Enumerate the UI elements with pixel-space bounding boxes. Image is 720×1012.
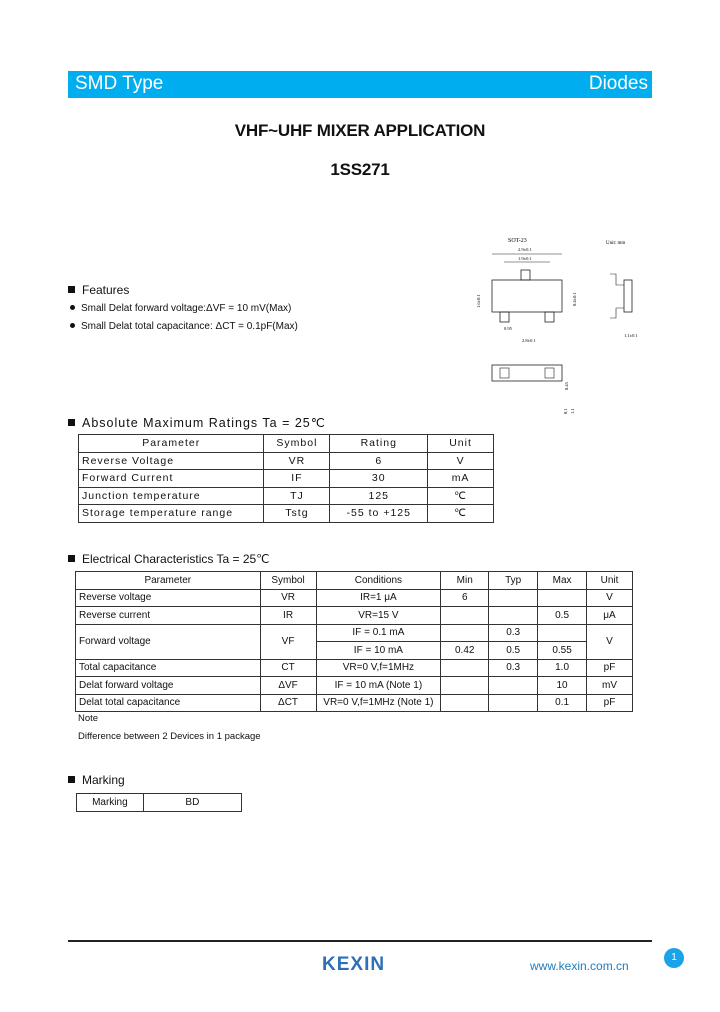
package-body-front-view xyxy=(492,365,562,381)
table-cell: 0.55 xyxy=(538,642,587,660)
pin-2 xyxy=(545,312,554,322)
table-cell: 6 xyxy=(330,452,428,470)
table-cell: Reverse current xyxy=(76,607,261,625)
kexin-logo: KEXIN xyxy=(322,954,386,975)
marking-table xyxy=(76,793,242,812)
dim-label: 0.1 xyxy=(563,408,568,414)
table-cell: V xyxy=(587,624,633,659)
table-cell xyxy=(489,694,538,712)
table-cell: Delat total capacitance xyxy=(76,694,261,712)
table-header-cell: Unit xyxy=(587,572,633,590)
table-cell: Reverse Voltage xyxy=(79,452,264,470)
table-row xyxy=(76,694,633,712)
bullet-dot-icon xyxy=(70,323,75,328)
table-cell: IF = 10 mA xyxy=(316,642,441,660)
package-unit: Unit: mm xyxy=(606,241,626,246)
table-cell: Junction temperature xyxy=(79,487,264,505)
table-cell xyxy=(489,589,538,607)
note-text: Difference between 2 Devices in 1 package xyxy=(78,731,261,742)
table-cell: pF xyxy=(587,694,633,712)
page-number: 1 xyxy=(664,948,684,968)
bullet-square-icon xyxy=(68,776,75,783)
table-cell: Storage temperature range xyxy=(79,505,264,523)
bullet-square-icon xyxy=(68,419,75,426)
table-row xyxy=(76,677,633,695)
dim-label: 0.95 xyxy=(504,326,512,331)
table-row xyxy=(79,487,494,505)
abs-max-table xyxy=(78,434,494,523)
table-cell: Delat forward voltage xyxy=(76,677,261,695)
table-cell: V xyxy=(428,452,494,470)
table-cell: IR=1 μA xyxy=(316,589,441,607)
dim-label: 1.6±0.1 xyxy=(476,294,481,308)
table-row xyxy=(79,470,494,488)
table-row xyxy=(77,794,242,812)
elec-char-table xyxy=(75,571,633,712)
table-cell: ℃ xyxy=(428,505,494,523)
table-cell: Marking xyxy=(77,794,144,812)
package-body-top-view xyxy=(492,280,562,312)
table-row xyxy=(76,589,633,607)
marking-heading: Marking xyxy=(68,773,125,787)
table-cell: CT xyxy=(260,659,316,677)
table-header-cell: Conditions xyxy=(316,572,441,590)
table-cell: 0.42 xyxy=(441,642,489,660)
table-row xyxy=(76,659,633,677)
table-cell: VR=15 V xyxy=(316,607,441,625)
table-header-cell: Unit xyxy=(428,435,494,453)
table-row xyxy=(79,452,494,470)
bullet-square-icon xyxy=(68,286,75,293)
package-name: SOT-23 xyxy=(508,238,527,244)
dim-label: 0.45 xyxy=(564,382,569,390)
table-cell xyxy=(489,607,538,625)
table-cell: BD xyxy=(143,794,241,812)
header-category: SMD Type xyxy=(75,73,164,94)
page-title: VHF~UHF MIXER APPLICATION xyxy=(234,121,486,140)
table-cell: mV xyxy=(587,677,633,695)
table-cell: IR xyxy=(260,607,316,625)
table-cell: Forward voltage xyxy=(76,624,261,659)
table-cell: IF = 0.1 mA xyxy=(316,624,441,642)
pin-3 xyxy=(521,270,530,280)
table-cell: mA xyxy=(428,470,494,488)
table-cell: VR xyxy=(260,589,316,607)
table-cell: VR=0 V,f=1MHz xyxy=(316,659,441,677)
bullet-square-icon xyxy=(68,555,75,562)
table-cell xyxy=(441,607,489,625)
table-cell xyxy=(538,624,587,642)
table-header-cell: Symbol xyxy=(264,435,330,453)
part-number: 1SS271 xyxy=(330,160,390,179)
table-header-row xyxy=(76,572,633,590)
table-cell: ΔCT xyxy=(260,694,316,712)
abs-max-heading: Absolute Maximum Ratings Ta = 25℃ xyxy=(68,415,326,430)
table-cell: 125 xyxy=(330,487,428,505)
table-header-row xyxy=(79,435,494,453)
table-cell: 30 xyxy=(330,470,428,488)
bullet-dot-icon xyxy=(70,305,75,310)
package-outline-diagram xyxy=(470,230,650,420)
table-cell: IF = 10 mA (Note 1) xyxy=(316,677,441,695)
table-row xyxy=(76,607,633,625)
table-cell xyxy=(441,624,489,642)
table-cell xyxy=(441,659,489,677)
table-cell: VR xyxy=(264,452,330,470)
table-cell: Tstg xyxy=(264,505,330,523)
header-banner xyxy=(68,71,652,98)
note-label: Note xyxy=(78,713,99,724)
table-cell: VF xyxy=(260,624,316,659)
feature-item: Small Delat total capacitance: ΔCT = 0.1pF(Max) xyxy=(70,321,298,332)
feature-item: Small Delat forward voltage:ΔVF = 10 mV(Max) xyxy=(70,303,291,314)
table-cell xyxy=(489,677,538,695)
table-cell: -55 to +125 xyxy=(330,505,428,523)
table-cell: 10 xyxy=(538,677,587,695)
features-heading: Features xyxy=(68,283,129,297)
table-cell: 0.3 xyxy=(489,624,538,642)
table-cell: ℃ xyxy=(428,487,494,505)
table-header-cell: Symbol xyxy=(260,572,316,590)
dim-label: 2.8±0.1 xyxy=(522,338,536,343)
table-cell: 1.0 xyxy=(538,659,587,677)
package-body-side-view xyxy=(624,280,632,312)
table-header-cell: Min xyxy=(441,572,489,590)
table-cell: 0.3 xyxy=(489,659,538,677)
dim-label: 1.1 xyxy=(570,408,575,414)
table-header-cell: Rating xyxy=(330,435,428,453)
table-cell: VR=0 V,f=1MHz (Note 1) xyxy=(316,694,441,712)
table-cell xyxy=(441,694,489,712)
table-cell: 0.5 xyxy=(489,642,538,660)
table-cell: V xyxy=(587,589,633,607)
elec-heading: Electrical Characteristics Ta = 25℃ xyxy=(68,552,270,566)
dim-label: 0.4±0.1 xyxy=(572,292,577,306)
dim-label: 1.1±0.1 xyxy=(624,333,638,338)
dim-label: 1.9±0.1 xyxy=(518,256,532,261)
table-cell: Forward Current xyxy=(79,470,264,488)
table-cell xyxy=(538,589,587,607)
header-type: Diodes xyxy=(588,73,648,94)
table-row xyxy=(76,624,633,642)
footer-divider xyxy=(68,940,652,942)
table-header-cell: Max xyxy=(538,572,587,590)
table-row xyxy=(79,505,494,523)
dim-label: 2.9±0.1 xyxy=(518,247,532,252)
table-cell: ΔVF xyxy=(260,677,316,695)
table-cell: TJ xyxy=(264,487,330,505)
pin-1 xyxy=(500,312,509,322)
table-cell: pF xyxy=(587,659,633,677)
table-cell: IF xyxy=(264,470,330,488)
table-header-cell: Parameter xyxy=(76,572,261,590)
table-cell: μA xyxy=(587,607,633,625)
table-cell xyxy=(441,677,489,695)
table-header-cell: Typ xyxy=(489,572,538,590)
table-cell: Total capacitance xyxy=(76,659,261,677)
table-cell: 0.5 xyxy=(538,607,587,625)
table-cell: 6 xyxy=(441,589,489,607)
table-cell: Reverse voltage xyxy=(76,589,261,607)
website-link[interactable]: www.kexin.com.cn xyxy=(530,959,629,973)
table-cell: 0.1 xyxy=(538,694,587,712)
table-header-cell: Parameter xyxy=(79,435,264,453)
